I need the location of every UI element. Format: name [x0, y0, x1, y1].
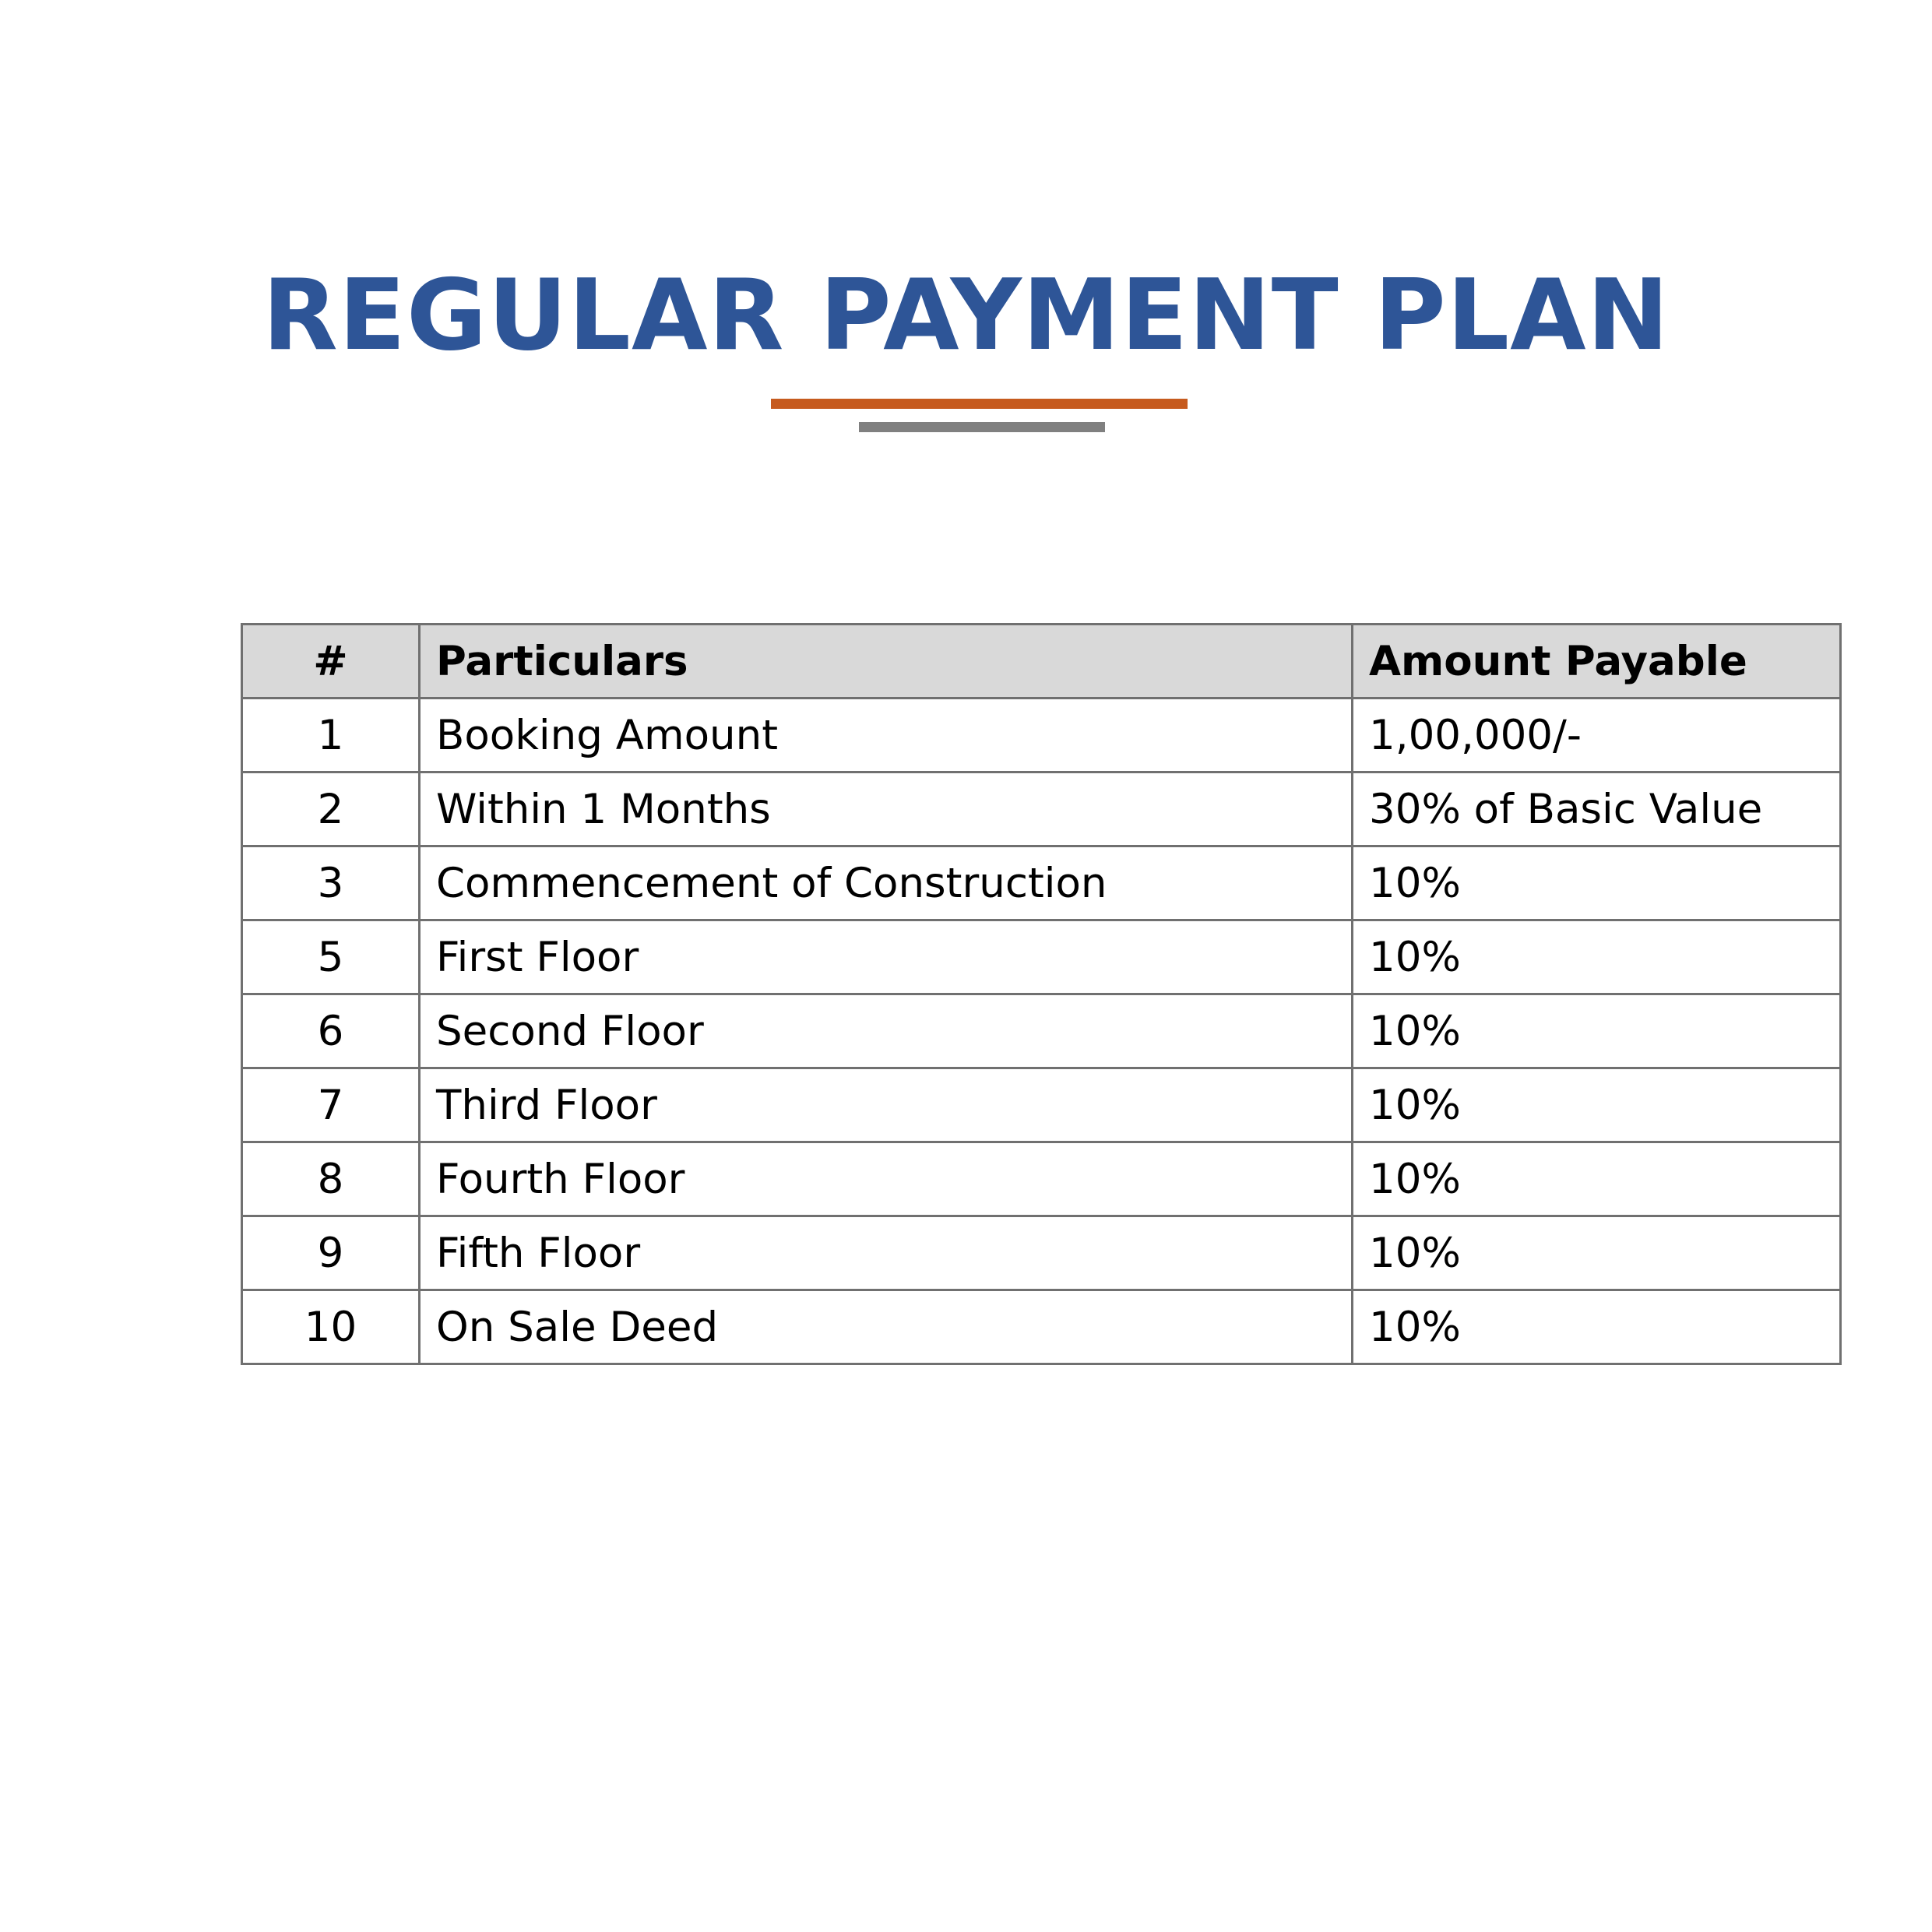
row-amount-cell: 10%: [1353, 1290, 1841, 1364]
table-row: [242, 1068, 1841, 1142]
table-body: [242, 699, 1841, 1364]
row-number-cell: 9: [242, 1216, 420, 1290]
payment-plan-table: [241, 623, 1842, 1365]
row-particulars-cell: Fourth Floor: [420, 1142, 1353, 1216]
row-number-cell: 6: [242, 994, 420, 1068]
title-secondary-rule: [859, 422, 1105, 432]
header-particulars: Particulars: [420, 625, 1353, 699]
row-amount-cell: 10%: [1353, 1216, 1841, 1290]
header-amount-payable: Amount Payable: [1353, 625, 1841, 699]
table-row: [242, 1290, 1841, 1364]
row-amount-cell: 10%: [1353, 846, 1841, 920]
title-accent-rule: [771, 399, 1188, 409]
row-particulars-cell: First Floor: [420, 920, 1353, 994]
page-title: REGULAR PAYMENT PLAN: [262, 258, 1670, 372]
table-row: [242, 699, 1841, 772]
row-number-cell: 5: [242, 920, 420, 994]
row-amount-cell: 10%: [1353, 994, 1841, 1068]
row-particulars-cell: Commencement of Construction: [420, 846, 1353, 920]
row-number-cell: 10: [242, 1290, 420, 1364]
header-number: #: [242, 625, 420, 699]
row-amount-cell: 30% of Basic Value: [1353, 772, 1841, 846]
row-amount-cell: 1,00,000/-: [1353, 699, 1841, 772]
row-amount-cell: 10%: [1353, 1142, 1841, 1216]
row-particulars-cell: Booking Amount: [420, 699, 1353, 772]
table-row: [242, 772, 1841, 846]
row-particulars-cell: On Sale Deed: [420, 1290, 1353, 1364]
row-number-cell: 2: [242, 772, 420, 846]
row-number-cell: 7: [242, 1068, 420, 1142]
row-amount-cell: 10%: [1353, 920, 1841, 994]
table-header: [242, 625, 1841, 699]
row-particulars-cell: Fifth Floor: [420, 1216, 1353, 1290]
row-number-cell: 1: [242, 699, 420, 772]
row-particulars-cell: Within 1 Months: [420, 772, 1353, 846]
table-row: [242, 846, 1841, 920]
table-row: [242, 994, 1841, 1068]
header-row: [242, 625, 1841, 699]
row-particulars-cell: Third Floor: [420, 1068, 1353, 1142]
table-row: [242, 1142, 1841, 1216]
table-row: [242, 920, 1841, 994]
row-amount-cell: 10%: [1353, 1068, 1841, 1142]
row-number-cell: 8: [242, 1142, 420, 1216]
row-number-cell: 3: [242, 846, 420, 920]
row-particulars-cell: Second Floor: [420, 994, 1353, 1068]
table-row: [242, 1216, 1841, 1290]
